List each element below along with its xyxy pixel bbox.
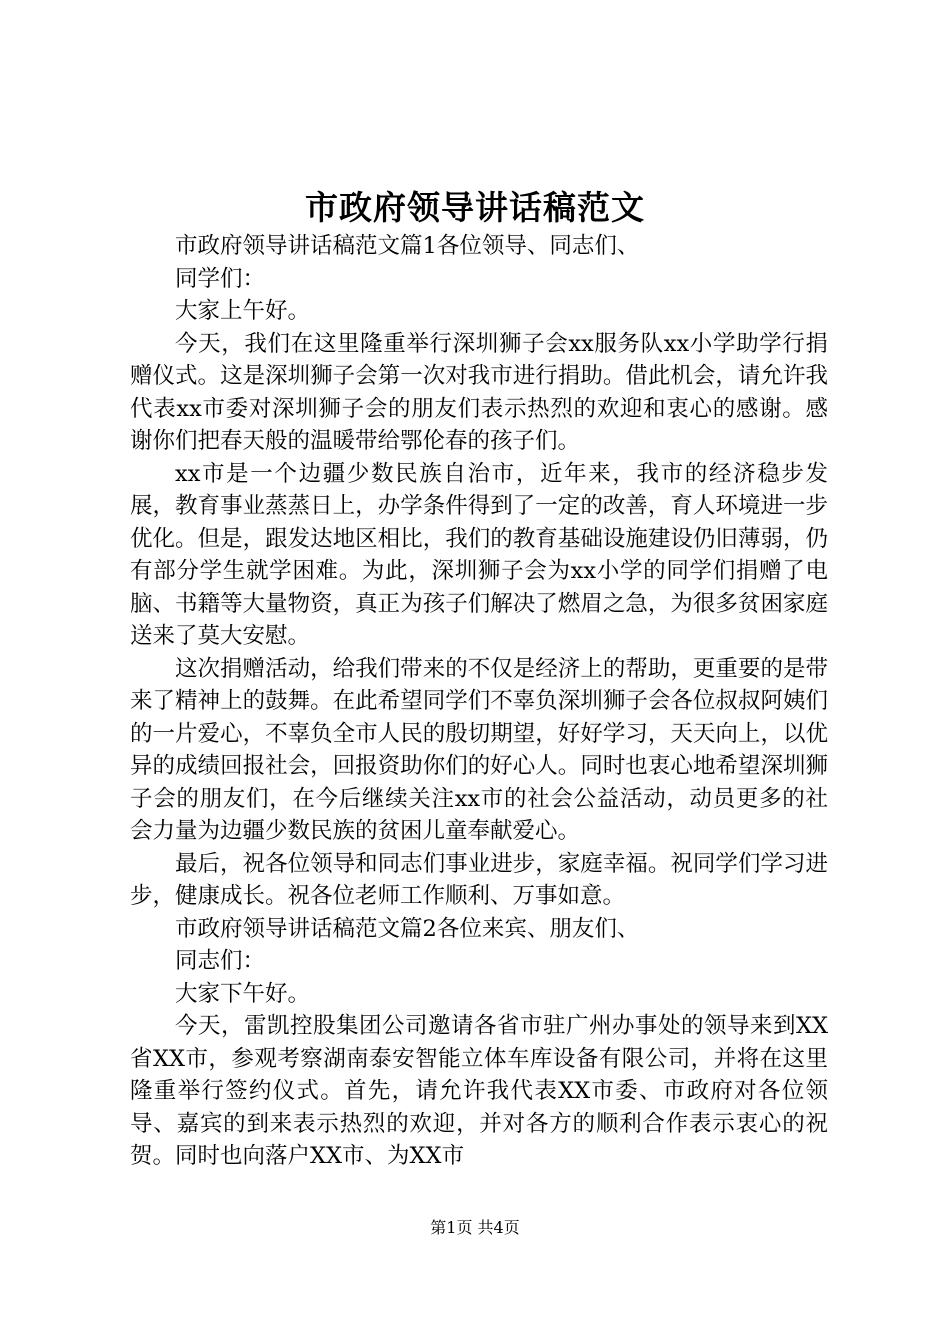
paragraph: 同志们： bbox=[175, 948, 266, 974]
paragraph: 今天，雷凯控股集团公司邀请各省市驻广州办事处的领导来到XX省XX市，参观考察湖南泰安智能立体车库设备有限公司，并将在这里隆重举行签约仪式。首先，请允许我代表XX市委、市政府对各位领导、嘉宾的到来表示热烈的欢迎，并对各方的顺利合作表示衷心的祝贺。同时也向落户XX市、为XX市 bbox=[130, 1013, 828, 1169]
document-body bbox=[130, 230, 828, 1173]
paragraph: 大家下午好。 bbox=[175, 980, 311, 1007]
paragraph: 最后，祝各位领导和同志们事业进步，家庭幸福。祝同学们学习进步，健康成长。祝各位老师工作顺利、万事如意。 bbox=[130, 850, 828, 909]
paragraph: xx市是一个边疆少数民族自治市，近年来，我市的经济稳步发展，教育事业蒸蒸日上，办学条件得到了一定的改善，育人环境进一步优化。但是，跟发达地区相比，我们的教育基础设施建设仍旧薄弱，仍有部分学生就学困难。为此，深圳狮子会为xx小学的同学们捐赠了电脑、书籍等大量物资，真正为孩子们解决了燃眉之急，为很多贫困家庭送来了莫大安慰。 bbox=[130, 460, 828, 649]
paragraph: 同学们： bbox=[175, 265, 266, 292]
paragraph: 今天，我们在这里隆重举行深圳狮子会xx服务队xx小学助学行捐赠仪式。这是深圳狮子会第一次对我市进行捐助。借此机会，请允许我代表xx市委对深圳狮子会的朋友们表示热烈的欢迎和衷心的感谢。感谢你们把春天般的温暖带给鄂伦春的孩子们。 bbox=[130, 330, 828, 454]
paragraph: 大家上午好。 bbox=[175, 298, 311, 324]
page-footer: 第1页 共4页 bbox=[430, 1218, 520, 1237]
document-title: 市政府领导讲话稿范文 bbox=[305, 188, 645, 227]
paragraph: 这次捐赠活动，给我们带来的不仅是经济上的帮助，更重要的是带来了精神上的鼓舞。在此希望同学们不辜负深圳狮子会各位叔叔阿姨们的一片爱心，不辜负全市人民的殷切期望，好好学习，天天向上，以优异的成绩回报社会，回报资助你们的好心人。同时也衷心地希望深圳狮子会的朋友们，在今后继续关注xx市的社会公益活动，动员更多的社会力量为边疆少数民族的贫困儿童奉献爱心。 bbox=[130, 655, 828, 844]
paragraph: 市政府领导讲话稿范文篇2各位来宾、朋友们、 bbox=[175, 915, 640, 942]
paragraph: 市政府领导讲话稿范文篇1各位领导、同志们、 bbox=[175, 233, 640, 259]
